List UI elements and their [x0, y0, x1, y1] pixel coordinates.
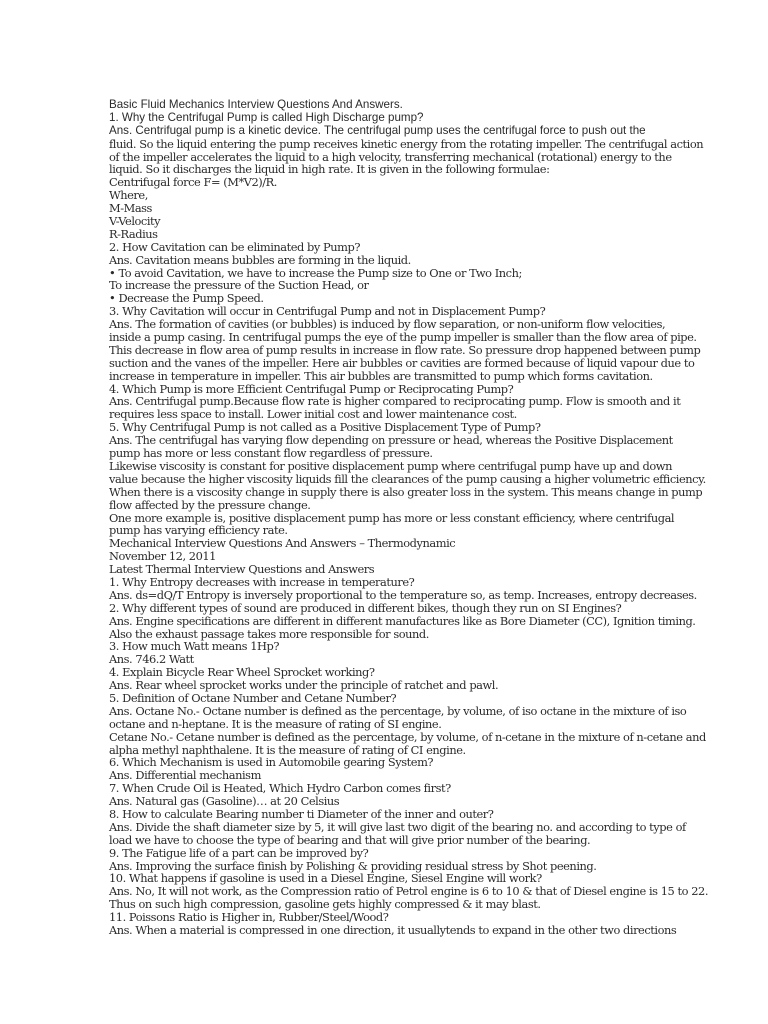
text-line: 3. How much Watt means 1Hp?	[109, 639, 279, 654]
text-line: 2. Why different types of sound are produced in different bikes, though they run on SI Engines?	[109, 600, 622, 615]
text-line: Ans. Natural gas (Gasoline)… at 20 Celsius	[109, 794, 340, 809]
text-line: Ans. Rear wheel sprocket works under the principle of ratchet and pawl.	[109, 678, 499, 693]
text-line: of the impeller accelerates the liquid to a high velocity, transferring mechanical (rotational) energy to the	[109, 149, 672, 164]
text-line: Ans. Divide the shaft diameter size by 5, it will give last two digit of the bearing no. and according to type of	[109, 819, 686, 834]
text-line: 1. Why the Centrifugal Pump is called High Discharge pump?	[109, 110, 424, 124]
text-line: liquid. So it discharges the liquid in high rate. It is given in the following formulae:	[109, 162, 550, 177]
text-line: Ans. Improving the surface finish by Polishing & providing residual stress by Shot peening.	[109, 858, 597, 873]
text-line: 4. Explain Bicycle Rear Wheel Sprocket working?	[109, 665, 375, 680]
text-line: value because the higher viscosity liquids fill the clearances of the pump causing a higher volumetric efficiency.	[109, 471, 706, 486]
text-line: Thus on such high compression, gasoline gets highly compressed & it may blast.	[109, 897, 541, 912]
text-line: 8. How to calculate Bearing number ti Diameter of the inner and outer?	[109, 806, 494, 821]
text-line: R-Radius	[109, 226, 158, 241]
text-line: alpha methyl naphthalene. It is the measure of rating of CI engine.	[109, 742, 466, 757]
text-line: • To avoid Cavitation, we have to increase the Pump size to One or Two Inch;	[109, 265, 522, 280]
text-line: November 12, 2011	[109, 549, 216, 564]
text-line: pump has more or less constant flow regardless of pressure.	[109, 446, 433, 461]
text-line: 9. The Fatigue life of a part can be improved by?	[109, 845, 369, 860]
text-line: Ans. 746.2 Watt	[109, 652, 194, 667]
text-line: load we have to choose the type of bearing and that will give prior number of the bearing.	[109, 832, 591, 847]
text-line: Ans. Centrifugal pump is a kinetic device. The centrifugal pump uses the centrifugal force to push out the	[109, 123, 646, 137]
text-line: increase in temperature in impeller. This air bubbles are transmitted to pump which forms cavitation.	[109, 368, 653, 383]
text-line: 6. Which Mechanism is used in Automobile gearing System?	[109, 755, 434, 770]
text-line: Where,	[109, 188, 148, 203]
text-line: Ans. When a material is compressed in one direction, it usuallytends to expand in the other two directions	[109, 923, 677, 937]
text-line: Likewise viscosity is constant for positive displacement pump where centrifugal pump have up and down	[109, 458, 672, 473]
text-line: Latest Thermal Interview Questions and Answers	[109, 562, 375, 577]
text-line: One more example is, positive displacement pump has more or less constant efficiency, where centrifugal	[109, 510, 675, 525]
text-line: 7. When Crude Oil is Heated, Which Hydro Carbon comes first?	[109, 781, 451, 796]
text-line: Cetane No.- Cetane number is defined as the percentage, by volume, of n-cetane in the mixture of n-cetane and	[109, 729, 706, 744]
text-line: 4. Which Pump is more Efficient Centrifugal Pump or Reciprocating Pump?	[109, 381, 514, 396]
text-line: When there is a viscosity change in supply there is also greater loss in the system. This means change in pump	[109, 484, 703, 499]
text-line: Ans. The centrifugal has varying flow depending on pressure or head, whereas the Positive Displacement	[109, 433, 673, 448]
text-line: Ans. The formation of cavities (or bubbles) is induced by flow separation, or non-uniform flow velocities,	[109, 317, 666, 332]
text-line: To increase the pressure of the Suction Head, or	[109, 278, 369, 293]
text-line: 5. Definition of Octane Number and Cetane Number?	[109, 690, 397, 705]
text-line: octane and n-heptane. It is the measure of rating of SI engine.	[109, 716, 442, 731]
text-line: Ans. No, It will not work, as the Compression ratio of Petrol engine is 6 to 10 & that of Diesel engine is 15 to 22.	[109, 884, 708, 899]
text-line: inside a pump casing. In centrifugal pumps the eye of the pump impeller is smaller than the flow area of pipe.	[109, 330, 697, 345]
text-line: 5. Why Centrifugal Pump is not called as a Positive Displacement Type of Pump?	[109, 420, 541, 435]
text-line: Ans. Engine specifications are different in different manufactures like as Bore Diameter (CC), Ignition timing.	[109, 613, 696, 628]
text-line: pump has varying efficiency rate.	[109, 523, 288, 538]
text-line: fluid. So the liquid entering the pump receives kinetic energy from the rotating impeller. The centrifugal action	[109, 136, 704, 151]
text-line: flow affected by the pressure change.	[109, 497, 311, 512]
text-line: 1. Why Entropy decreases with increase in temperature?	[109, 574, 415, 589]
document-page	[109, 99, 749, 937]
text-line: Ans. Cavitation means bubbles are forming in the liquid.	[109, 252, 411, 267]
text-line: V-Velocity	[109, 214, 161, 229]
text-line: Ans. Centrifugal pump.Because flow rate is higher compared to reciprocating pump. Flow is smooth and it	[109, 394, 681, 409]
text-line: suction and the vanes of the impeller. Here air bubbles or cavities are formed because of liquid vapour due to	[109, 355, 695, 370]
text-line: Ans. ds=dQ/T Entropy is inversely proportional to the temperature so, as temp. Increases, entropy decreases.	[109, 587, 697, 602]
text-line: 10. What happens if gasoline is used in a Diesel Engine, Siesel Engine will work?	[109, 871, 542, 886]
text-line: Ans. Octane No.- Octane number is defined as the percentage, by volume, of iso octane in the mixture of iso	[109, 703, 687, 718]
text-line: This decrease in flow area of pump results in increase in flow rate. So pressure drop happened between pump	[109, 342, 701, 357]
text-line: Basic Fluid Mechanics Interview Questions And Answers.	[109, 98, 403, 111]
text-line: • Decrease the Pump Speed.	[109, 291, 264, 306]
text-line: 11. Poissons Ratio is Higher in, Rubber/Steel/Wood?	[109, 910, 389, 925]
text-line: Mechanical Interview Questions And Answers – Thermodynamic	[109, 536, 456, 551]
text-line: 3. Why Cavitation will occur in Centrifugal Pump and not in Displacement Pump?	[109, 304, 546, 319]
text-line: requires less space to install. Lower initial cost and lower maintenance cost.	[109, 407, 517, 422]
text-line: M-Mass	[109, 201, 152, 216]
text-line: 2. How Cavitation can be eliminated by Pump?	[109, 239, 360, 254]
text-line: Also the exhaust passage takes more responsible for sound.	[109, 626, 429, 641]
text-line: Centrifugal force F= (M*V2)/R.	[109, 175, 277, 190]
text-line: Ans. Differential mechanism	[109, 768, 261, 783]
